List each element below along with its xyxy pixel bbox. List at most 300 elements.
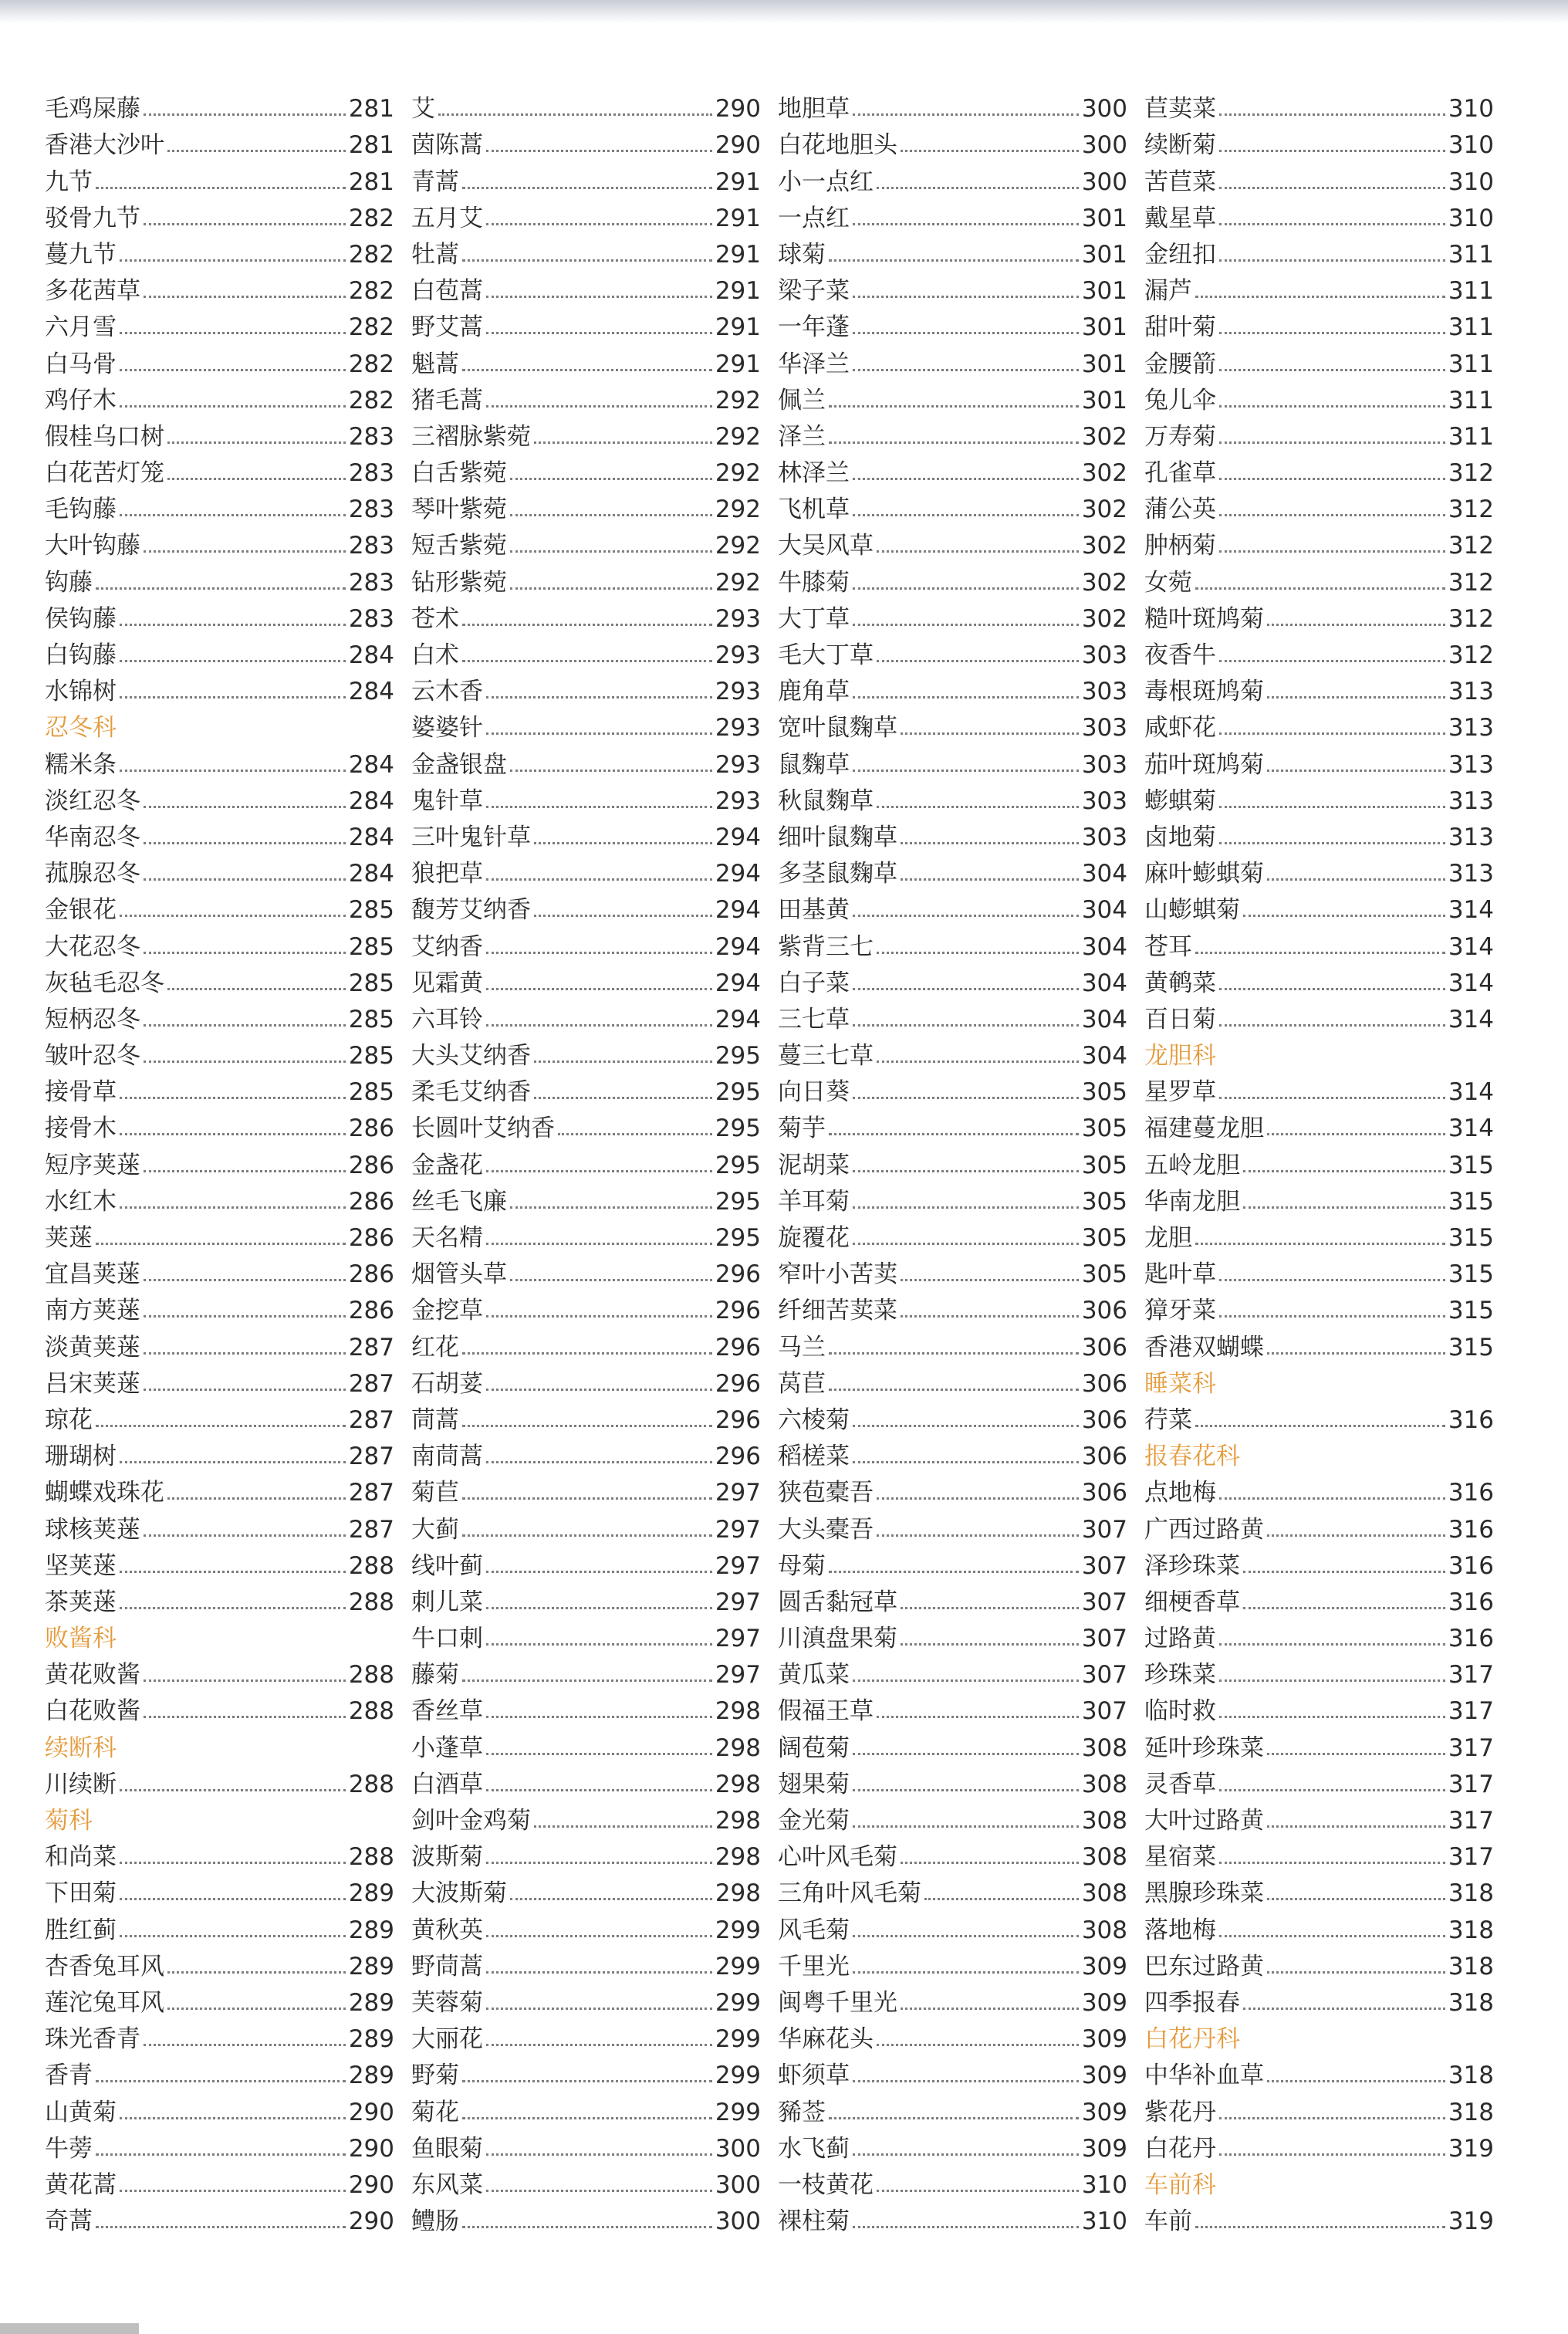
dot-leader [120, 915, 346, 917]
entry-name: 梁子菜 [778, 277, 850, 306]
entry-name: 狭苞橐吾 [778, 1479, 874, 1507]
entry-name: 大丽花 [411, 2025, 483, 2054]
entry-page-number: 304 [1081, 932, 1127, 961]
index-entry [45, 777, 394, 814]
entry-page-number: 305 [1081, 1151, 1127, 1179]
entry-page-number: 319 [1448, 2134, 1494, 2163]
entry-page-number: 307 [1081, 1697, 1127, 1726]
dot-leader [877, 660, 1079, 662]
entry-name: 烟管头草 [411, 1260, 507, 1289]
dot-leader [144, 1315, 346, 1318]
index-entry [45, 1687, 394, 1726]
entry-name: 福建蔓龙胆 [1144, 1115, 1264, 1143]
dot-leader [1219, 441, 1445, 444]
entry-page-number: 309 [1081, 2098, 1127, 2126]
index-entry [45, 1032, 394, 1071]
entry-page-number: 290 [715, 131, 761, 160]
entry-name: 水飞蓟 [778, 2134, 850, 2163]
index-entry [45, 996, 394, 1032]
dot-leader [486, 1643, 712, 1646]
entry-name: 莲沱兔耳风 [45, 1988, 164, 2017]
index-entry [778, 2197, 1127, 2234]
entry-page-number: 309 [1081, 1988, 1127, 2017]
entry-name: 香青 [45, 2062, 93, 2090]
index-entry [1144, 850, 1494, 886]
entry-name: 夜香牛 [1144, 641, 1216, 669]
index-entry [411, 1214, 761, 1250]
entry-name: 青蒿 [411, 167, 459, 196]
dot-leader [486, 1243, 712, 1245]
index-entry [411, 1250, 761, 1287]
entry-page-number: 301 [1081, 240, 1127, 269]
entry-page-number: 312 [1448, 532, 1494, 560]
entry-page-number: 315 [1448, 1297, 1494, 1325]
entry-name: 球菊 [778, 240, 826, 269]
dot-leader [1219, 1024, 1445, 1027]
dot-leader [120, 369, 346, 371]
index-entry [411, 1287, 761, 1323]
entry-page-number: 284 [348, 641, 394, 669]
dot-leader [144, 113, 346, 116]
index-entry [778, 814, 1127, 850]
entry-page-number: 289 [348, 1952, 394, 1981]
entry-name: 莴苣 [778, 1369, 826, 1398]
entry-page-number: 284 [348, 860, 394, 888]
index-entry [45, 157, 394, 194]
entry-name: 三叶鬼针草 [411, 823, 531, 851]
index-entry [778, 1250, 1127, 1287]
entry-name: 苦苣菜 [1144, 167, 1216, 196]
dot-leader [1219, 259, 1445, 262]
entry-page-number: 283 [348, 568, 394, 597]
dot-leader [462, 1352, 712, 1355]
entry-page-number: 298 [715, 1770, 761, 1798]
entry-page-number: 301 [1081, 386, 1127, 414]
dot-leader [486, 2153, 712, 2156]
entry-page-number: 308 [1081, 1879, 1127, 1908]
entry-page-number: 283 [348, 459, 394, 488]
index-entry [411, 959, 761, 996]
index-entry [411, 1542, 761, 1578]
entry-name: 金挖草 [411, 1297, 483, 1325]
entry-name: 林泽兰 [778, 459, 850, 488]
dot-leader [96, 2153, 346, 2156]
index-entry [1144, 922, 1494, 959]
index-entry [411, 267, 761, 306]
entry-page-number: 292 [715, 496, 761, 524]
index-entry [45, 340, 394, 376]
dot-leader [1267, 2080, 1445, 2082]
index-column-3 [778, 85, 1144, 2246]
dot-leader [853, 113, 1079, 116]
dot-leader [144, 296, 346, 298]
entry-name: 临时救 [1144, 1697, 1216, 1726]
index-entry [45, 668, 394, 704]
dot-leader [462, 2080, 712, 2082]
entry-page-number: 317 [1448, 1661, 1494, 1690]
entry-name: 大丁草 [778, 604, 850, 633]
dot-leader [853, 1097, 1079, 1099]
entry-page-number: 290 [348, 2134, 394, 2163]
entry-name: 苍耳 [1144, 932, 1192, 961]
dot-leader [120, 1133, 346, 1135]
dot-leader [510, 550, 712, 553]
index-entry [45, 1505, 394, 1544]
dot-leader [853, 696, 1079, 699]
index-entry [411, 1797, 761, 1833]
entry-name: 蔓三七草 [778, 1042, 874, 1071]
index-entry [1144, 2052, 1494, 2088]
index-entry [411, 1068, 761, 1107]
family-heading: 忍冬科 [45, 714, 117, 742]
index-entry [45, 1104, 394, 1141]
entry-page-number: 305 [1081, 1115, 1127, 1143]
index-entry [1144, 1505, 1494, 1544]
entry-name: 见霜黄 [411, 969, 483, 997]
dot-leader [1267, 1898, 1445, 1900]
index-entry [778, 1979, 1127, 2015]
dot-leader [144, 1279, 346, 1281]
index-entry [411, 121, 761, 160]
index-entry [45, 1214, 394, 1250]
index-entry [1144, 1687, 1494, 1726]
entry-page-number: 308 [1081, 1770, 1127, 1798]
index-entry [1144, 1287, 1494, 1323]
index-entry [1144, 267, 1494, 306]
index-entry [411, 631, 761, 668]
index-entry [411, 1979, 761, 2015]
entry-name: 琴叶紫菀 [411, 496, 507, 524]
index-entry [1144, 1068, 1494, 1107]
dot-leader [877, 1060, 1079, 1063]
index-entry [1144, 2125, 1494, 2161]
index-entry [778, 777, 1127, 814]
index-entry [411, 1433, 761, 1469]
dot-leader [1219, 2117, 1445, 2119]
dot-leader [462, 1425, 712, 1427]
entry-page-number: 307 [1081, 1515, 1127, 1544]
entry-page-number: 309 [1081, 2025, 1127, 2054]
dot-leader [120, 1862, 346, 1864]
index-entry [1144, 522, 1494, 558]
entry-name: 六月雪 [45, 313, 117, 342]
dot-leader [462, 2226, 712, 2228]
index-entry [45, 1943, 394, 1979]
dot-leader [144, 952, 346, 954]
entry-name: 漏芦 [1144, 277, 1192, 306]
entry-name: 六耳铃 [411, 1005, 483, 1033]
entry-page-number: 293 [715, 714, 761, 742]
entry-name: 胜红蓟 [45, 1916, 117, 1944]
dot-leader [486, 1862, 712, 1864]
index-entry [411, 886, 761, 925]
entry-name: 一年蓬 [778, 313, 850, 342]
dot-leader [438, 113, 712, 116]
dot-leader [462, 2117, 712, 2119]
dot-leader [534, 842, 712, 844]
dot-leader [167, 1971, 346, 1974]
dot-leader [144, 1060, 346, 1063]
dot-leader [462, 1534, 712, 1537]
entry-page-number: 298 [715, 1879, 761, 1908]
entry-name: 菰腺忍冬 [45, 860, 140, 888]
entry-page-number: 298 [715, 1697, 761, 1726]
index-entry [1144, 1578, 1494, 1615]
index-entry [45, 2161, 394, 2197]
index-entry [45, 194, 394, 231]
dot-leader [1219, 2153, 1445, 2156]
family-heading: 车前科 [1144, 2170, 1216, 2199]
entry-page-number: 298 [715, 1807, 761, 1835]
entry-page-number: 295 [715, 1224, 761, 1252]
index-entry [45, 886, 394, 925]
entry-name: 车前 [1144, 2207, 1192, 2236]
entry-page-number: 300 [715, 2170, 761, 2199]
entry-page-number: 316 [1448, 1405, 1494, 1434]
entry-name: 蝴蝶戏珠花 [45, 1479, 164, 1507]
index-entry [411, 1178, 761, 1214]
dot-leader [120, 1461, 346, 1463]
dot-leader [120, 2190, 346, 2192]
entry-page-number: 287 [348, 1369, 394, 1398]
index-entry [411, 413, 761, 449]
dot-leader [486, 296, 712, 298]
entry-name: 黄花蒿 [45, 2170, 117, 2199]
entry-name: 水锦树 [45, 678, 117, 706]
index-entry [778, 1761, 1127, 1797]
index-entry [1144, 303, 1494, 340]
entry-page-number: 302 [1081, 568, 1127, 597]
family-heading: 菊科 [45, 1807, 93, 1835]
entry-name: 荚蒾 [45, 1224, 93, 1252]
entry-page-number: 284 [348, 823, 394, 851]
index-entry [411, 1723, 761, 1760]
dot-leader [1243, 2008, 1445, 2010]
entry-name: 香港大沙叶 [45, 131, 164, 160]
entry-name: 柔毛艾纳香 [411, 1078, 531, 1107]
entry-page-number: 291 [715, 313, 761, 342]
entry-page-number: 317 [1448, 1807, 1494, 1835]
entry-name: 星罗草 [1144, 1078, 1216, 1107]
dot-leader [486, 1935, 712, 1937]
entry-page-number: 288 [348, 1843, 394, 1872]
index-entry [778, 1943, 1127, 1979]
entry-page-number: 287 [348, 1333, 394, 1362]
index-entry [45, 85, 394, 121]
family-heading: 睡菜科 [1144, 1369, 1216, 1398]
dot-leader [853, 296, 1079, 298]
dot-leader [462, 187, 712, 189]
entry-page-number: 293 [715, 786, 761, 815]
entry-page-number: 292 [715, 568, 761, 597]
entry-name: 金纽扣 [1144, 240, 1216, 269]
entry-page-number: 311 [1448, 313, 1494, 342]
index-entry [45, 522, 394, 558]
dot-leader [486, 1971, 712, 1974]
index-entry [45, 1469, 394, 1505]
entry-page-number: 290 [348, 2098, 394, 2126]
dot-leader [144, 550, 346, 553]
entry-name: 驳骨九节 [45, 204, 140, 232]
dot-leader [120, 1898, 346, 1900]
dot-leader [120, 1206, 346, 1209]
dot-leader [1267, 624, 1445, 626]
dot-leader [144, 2044, 346, 2046]
entry-name: 下田菊 [45, 1879, 117, 1908]
entry-name: 云木香 [411, 678, 483, 706]
dot-leader [486, 1170, 712, 1172]
entry-page-number: 290 [348, 2170, 394, 2199]
index-entry [1144, 1979, 1494, 2015]
entry-name: 过路黄 [1144, 1625, 1216, 1653]
entry-name: 菊花 [411, 2098, 459, 2126]
entry-page-number: 294 [715, 969, 761, 997]
entry-page-number: 282 [348, 240, 394, 269]
family-heading: 白花丹科 [1144, 2025, 1240, 2054]
entry-name: 淡红忍冬 [45, 786, 140, 815]
entry-name: 金银花 [45, 896, 117, 925]
entry-page-number: 315 [1448, 1151, 1494, 1179]
entry-name: 龙胆 [1144, 1224, 1192, 1252]
entry-page-number: 292 [715, 459, 761, 488]
index-entry [1144, 85, 1494, 121]
dot-leader [510, 587, 712, 590]
index-entry [778, 1360, 1127, 1396]
entry-page-number: 295 [715, 1187, 761, 1216]
index-entry [778, 959, 1127, 996]
index-entry [778, 1323, 1127, 1362]
index-entry [1144, 1469, 1494, 1505]
dot-leader [877, 550, 1079, 553]
entry-name: 婆婆针 [411, 714, 483, 742]
index-entry [1144, 1869, 1494, 1906]
index-entry [45, 1360, 394, 1396]
dot-leader [144, 1679, 346, 1682]
dot-leader [120, 514, 346, 516]
dot-leader [877, 187, 1079, 189]
dot-leader [1267, 696, 1445, 699]
entry-page-number: 309 [1081, 1952, 1127, 1981]
index-entry [778, 1469, 1127, 1505]
entry-name: 田基黄 [778, 896, 850, 925]
entry-name: 毛大丁草 [778, 641, 874, 669]
dot-leader [901, 1279, 1079, 1281]
entry-page-number: 318 [1448, 2062, 1494, 2090]
index-entry [778, 2161, 1127, 2197]
entry-name: 野艾蒿 [411, 313, 483, 342]
entry-name: 裸柱菊 [778, 2207, 850, 2236]
entry-name: 毛鸡屎藤 [45, 95, 140, 123]
dot-leader [901, 1315, 1079, 1318]
entry-page-number: 309 [1081, 2134, 1127, 2163]
entry-page-number: 291 [715, 350, 761, 378]
index-entry [778, 1833, 1127, 1872]
entry-page-number: 303 [1081, 786, 1127, 815]
entry-page-number: 312 [1448, 604, 1494, 633]
dot-leader [96, 587, 346, 590]
entry-page-number: 305 [1081, 1187, 1127, 1216]
entry-name: 泥胡菜 [778, 1151, 850, 1179]
entry-page-number: 310 [1448, 167, 1494, 196]
entry-name: 匙叶草 [1144, 1260, 1216, 1289]
index-entry [411, 1869, 761, 1906]
dot-leader [534, 441, 712, 444]
entry-page-number: 289 [348, 2062, 394, 2090]
dot-leader [1219, 1497, 1445, 1500]
entry-page-number: 298 [715, 1843, 761, 1872]
entry-name: 艾纳香 [411, 932, 483, 961]
entry-page-number: 313 [1448, 786, 1494, 815]
dot-leader [167, 1497, 346, 1500]
dot-leader [853, 2080, 1079, 2082]
entry-page-number: 316 [1448, 1625, 1494, 1653]
dot-leader [901, 878, 1079, 881]
entry-page-number: 304 [1081, 1042, 1127, 1071]
entry-name: 线叶蓟 [411, 1551, 483, 1580]
entry-name: 鸡仔木 [45, 386, 117, 414]
dot-leader [853, 1971, 1079, 1974]
index-entry [1144, 194, 1494, 231]
entry-name: 牡蒿 [411, 240, 459, 269]
entry-name: 圆舌黏冠草 [778, 1588, 897, 1616]
entry-name: 南方荚蒾 [45, 1297, 140, 1325]
dot-leader [120, 1789, 346, 1791]
index-entry [1144, 1943, 1494, 1979]
dot-leader [853, 988, 1079, 990]
dot-leader [144, 1716, 346, 1718]
index-entry [778, 996, 1127, 1032]
entry-page-number: 308 [1081, 1807, 1127, 1835]
dot-leader [1219, 332, 1445, 334]
dot-leader [901, 732, 1079, 735]
entry-name: 苍术 [411, 604, 459, 633]
entry-page-number: 287 [348, 1479, 394, 1507]
entry-page-number: 303 [1081, 750, 1127, 779]
index-entry [1144, 1797, 1494, 1833]
entry-page-number: 286 [348, 1151, 394, 1179]
index-entry [45, 449, 394, 488]
dot-leader [96, 187, 346, 189]
entry-page-number: 282 [348, 204, 394, 232]
entry-page-number: 284 [348, 678, 394, 706]
index-entry [45, 1396, 394, 1433]
entry-name: 豨莶 [778, 2098, 826, 2126]
dot-leader [1267, 1825, 1445, 1828]
dot-leader [486, 223, 712, 225]
index-entry [411, 595, 761, 631]
index-entry [45, 1068, 394, 1107]
entry-name: 秋鼠麴草 [778, 786, 874, 815]
entry-name: 白子菜 [778, 969, 850, 997]
entry-page-number: 291 [715, 204, 761, 232]
dot-leader [1219, 405, 1445, 408]
entry-name: 宽叶鼠麴草 [778, 714, 897, 742]
entry-page-number: 307 [1081, 1588, 1127, 1616]
entry-page-number: 296 [715, 1333, 761, 1362]
index-entry [45, 2015, 394, 2052]
entry-name: 阔苞菊 [778, 1734, 850, 1762]
entry-page-number: 291 [715, 240, 761, 269]
entry-name: 毒根斑鸠菊 [1144, 678, 1264, 706]
entry-name: 石胡荽 [411, 1369, 483, 1398]
entry-page-number: 297 [715, 1588, 761, 1616]
entry-name: 黄鹌菜 [1144, 969, 1216, 997]
entry-page-number: 294 [715, 823, 761, 851]
entry-name: 红花 [411, 1333, 459, 1362]
index-entry [1144, 1723, 1494, 1760]
family-heading: 败酱科 [45, 1625, 117, 1653]
index-entry [778, 1104, 1127, 1141]
